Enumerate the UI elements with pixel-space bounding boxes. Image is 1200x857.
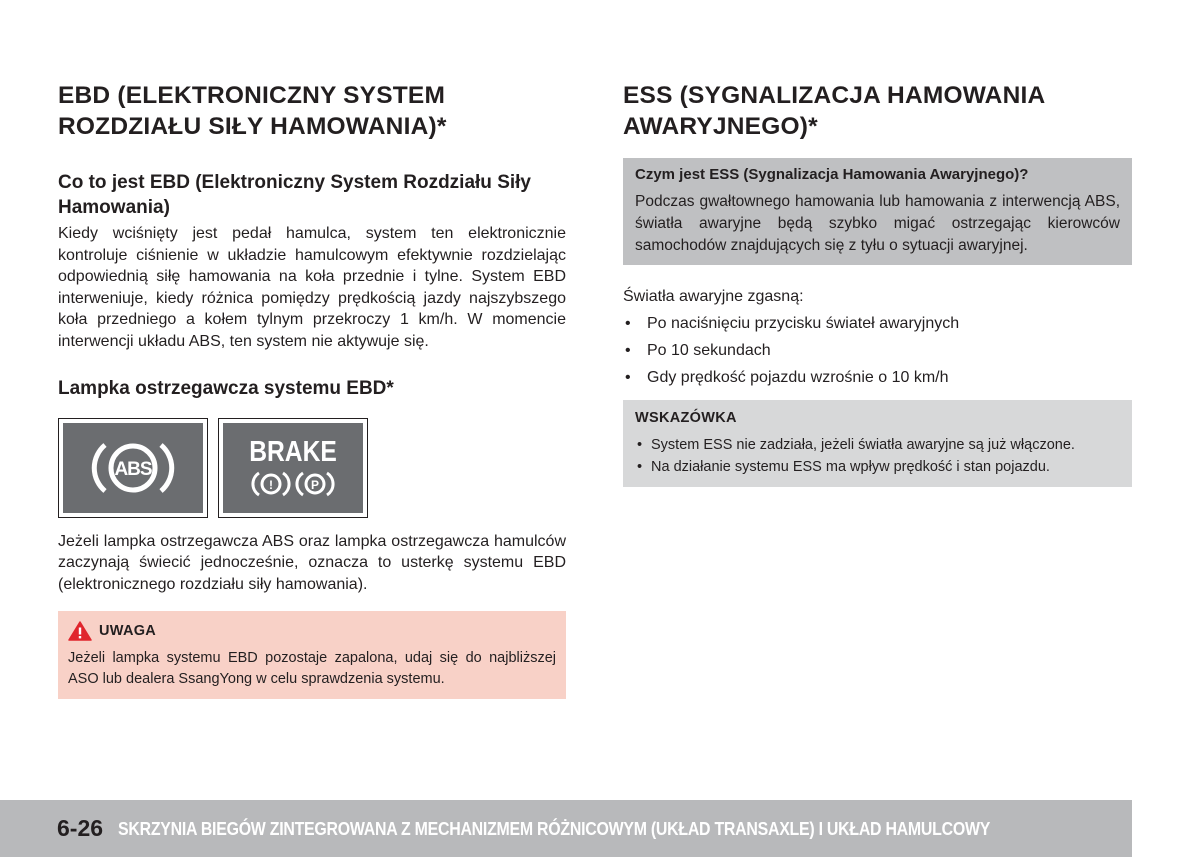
ebd-definition-heading: Co to jest EBD (Elektroniczny System Rozdziału Siły Hamowania) xyxy=(58,172,531,218)
ess-info-text: Podczas gwałtownego hamowania lub hamowania z interwencją ABS, światła awaryjne będą szybko migać ostrzegając kierowców samochodów znajdujących się z tyłu o sytuacji awaryjnej. xyxy=(635,193,1120,254)
chapter-title: SKRZYNIA BIEGÓW ZINTEGROWANA Z MECHANIZMEM RÓŻNICOWYM (UKŁAD TRANSAXLE) I UKŁAD HAMULCOWY xyxy=(117,817,991,839)
brake-exclamation-symbol: ! xyxy=(269,477,273,492)
abs-warning-icon xyxy=(87,437,179,499)
ess-info-box xyxy=(623,158,1132,265)
ebd-title-line2: ROZDZIAŁU SIŁY HAMOWANIA)* xyxy=(58,113,447,140)
list-item: • Gdy prędkość pojazdu wzrośnie o 10 km/h xyxy=(623,364,1132,391)
warning-callout xyxy=(58,611,566,699)
ebd-warning-lamp-heading: Lampka ostrzegawcza systemu EBD* xyxy=(58,377,394,399)
hazard-lights-off-paragraph: Światła awaryjne zgasną: xyxy=(623,288,804,305)
list-item: • System ESS nie zadziała, jeżeli światła awaryjne są już włączone. xyxy=(635,434,1120,456)
warning-triangle-icon xyxy=(68,621,92,641)
warning-lamps xyxy=(58,418,566,518)
tip-list xyxy=(635,434,1120,478)
brake-lamp-label: BRAKE xyxy=(249,434,337,468)
ebd-title-line1: EBD (ELEKTRONICZNY SYSTEM xyxy=(58,82,446,109)
tip-callout xyxy=(623,400,1132,487)
ebd-lamp-paragraph: Jeżeli lampka ostrzegawcza ABS oraz lampka ostrzegawcza hamulców zaczynają świecić jednocześnie, oznacza to usterkę systemu EBD (elektronicznego rozdziału siły hamowania). xyxy=(58,532,566,593)
brake-warning-icon xyxy=(243,433,343,503)
page-number: 6-26 xyxy=(57,815,104,841)
ess-info-title: Czym jest ESS (Sygnalizacja Hamowania Awaryjnego)? xyxy=(635,166,1029,183)
ebd-definition-paragraph: Kiedy wciśnięty jest pedał hamulca, system ten elektronicznie kontroluje ciśnienie w układzie hamulcowym efektywnie rozdzielając odpowiednią siłę hamowania na koła przednie i tylne. System EBD interweniuje, kiedy różnica pomiędzy prędkością jazdy najszybszego koła przedniego a kołem tylnym przekroczy 1 km/h. W momencie interwencji układu ABS, ten system nie aktywuje się. xyxy=(58,225,566,350)
left-column xyxy=(58,80,566,699)
ess-title-line2: AWARYJNEGO)* xyxy=(623,113,818,140)
warning-title: UWAGA xyxy=(99,623,157,640)
right-column xyxy=(623,80,1132,487)
abs-lamp-label: ABS xyxy=(114,458,152,480)
list-item: • Na działanie systemu ESS ma wpływ prędkość i stan pojazdu. xyxy=(635,456,1120,478)
ess-section-title xyxy=(623,80,1132,142)
abs-lamp xyxy=(58,418,208,518)
hazard-off-conditions xyxy=(623,310,1132,391)
list-item: • Po naciśnięciu przycisku świateł awaryjnych xyxy=(623,310,1132,337)
list-item: • Po 10 sekundach xyxy=(623,337,1132,364)
page-footer xyxy=(0,800,1132,857)
brake-parking-symbol: P xyxy=(310,477,320,492)
ebd-section-title xyxy=(58,80,566,142)
warning-text: Jeżeli lampka systemu EBD pozostaje zapalona, udaj się do najbliższej ASO lub dealera SsangYong w celu sprawdzenia systemu. xyxy=(68,650,556,688)
tip-title: WSKAZÓWKA xyxy=(635,410,737,426)
ess-title-line1: ESS (SYGNALIZACJA HAMOWANIA xyxy=(623,82,1046,109)
brake-lamp xyxy=(218,418,368,518)
